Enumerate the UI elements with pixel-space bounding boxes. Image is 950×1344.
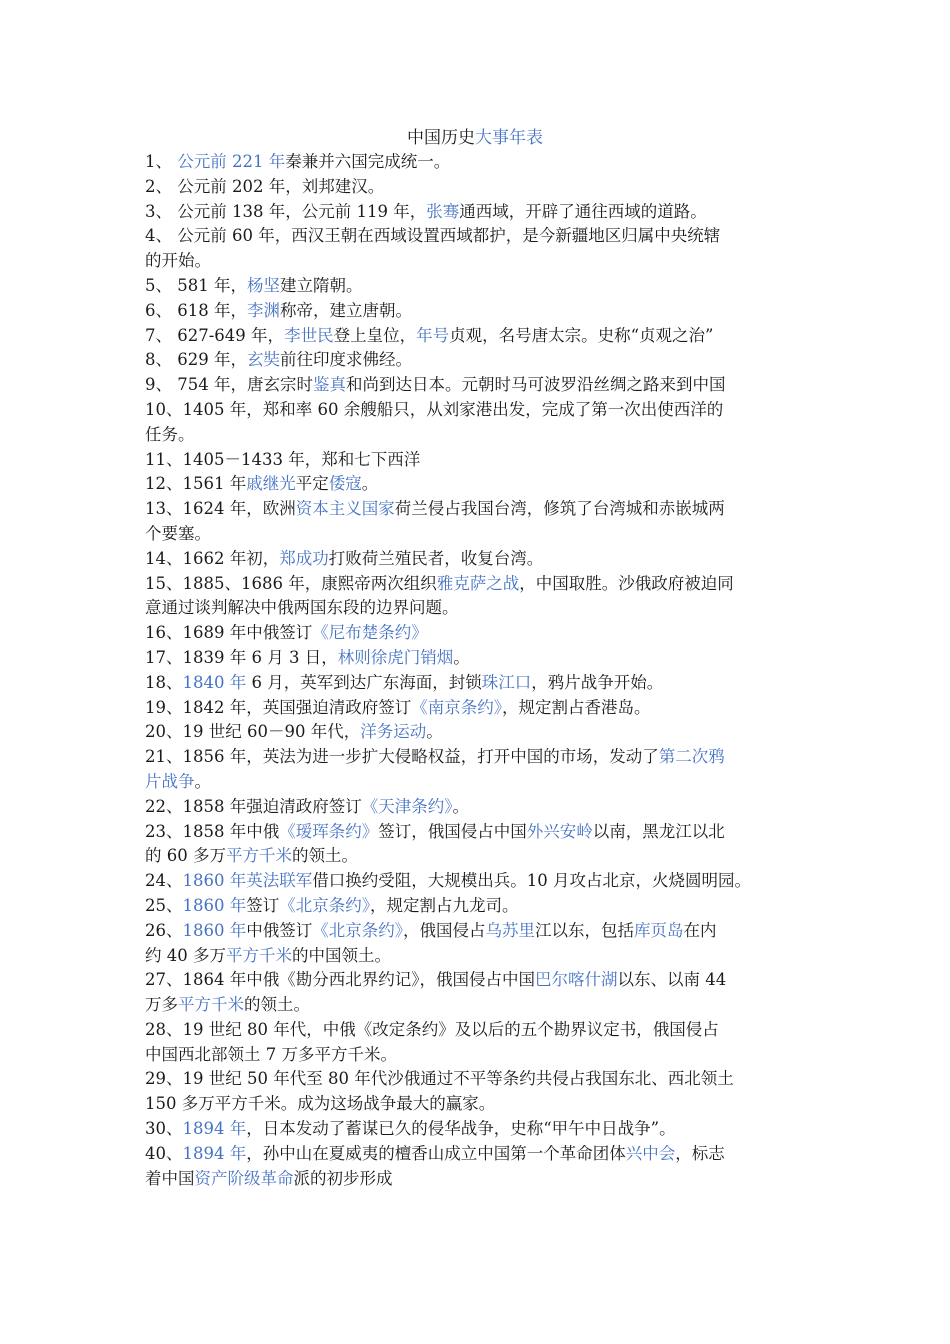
entry-line xyxy=(145,894,825,919)
timeline-entry xyxy=(145,373,825,398)
entry-line xyxy=(145,175,825,200)
entry-line xyxy=(145,1043,825,1068)
entry-line xyxy=(145,1167,825,1192)
timeline-entry xyxy=(145,795,825,820)
link-text[interactable]: 1840 年 xyxy=(182,672,247,692)
entry-line xyxy=(145,547,825,572)
text-run: 个要塞。 xyxy=(145,523,211,543)
text-run: 意通过谈判解决中俄两国东段的边界问题。 xyxy=(145,598,459,618)
entry-line xyxy=(145,274,825,299)
text-run: 。 xyxy=(426,722,443,742)
text-run: 24、 xyxy=(145,871,183,891)
link-text[interactable]: 杨坚 xyxy=(246,275,280,295)
text-run: 3、 公元前 138 年，公元前 119 年， xyxy=(145,201,427,221)
text-run: 11、1405－1433 年，郑和七下西洋 xyxy=(145,449,421,469)
text-run: 。 xyxy=(453,647,470,667)
text-run: 前往印度求佛经。 xyxy=(279,350,412,370)
text-run: 。 xyxy=(194,771,211,791)
entry-line xyxy=(145,423,825,448)
text-run: 的领土。 xyxy=(244,995,310,1015)
link-text[interactable]: 1860 年 xyxy=(182,920,247,940)
entry-line xyxy=(145,770,825,795)
text-run: 12、1561 年 xyxy=(145,474,247,494)
link-text[interactable]: 《北京条约》 xyxy=(312,920,403,940)
text-run: 荷兰侵占我国台湾，修筑了台湾城和赤嵌城两 xyxy=(394,499,725,519)
text-run: 。 xyxy=(361,474,379,494)
timeline-entry xyxy=(145,720,825,745)
timeline-entry xyxy=(145,1142,825,1192)
text-run: 贞观，名号唐太宗。史称“贞观之治” xyxy=(449,325,714,345)
link-text[interactable]: 大事年表 xyxy=(475,128,543,148)
timeline-entry xyxy=(145,696,825,721)
text-run: 19、1842 年，英国强迫清政府签订 xyxy=(145,697,412,717)
link-text[interactable]: 巴尔喀什湖 xyxy=(534,970,618,990)
entry-line xyxy=(145,1117,825,1142)
text-run: 7、 627-649 年， xyxy=(145,325,285,345)
text-run: 2、 公元前 202 年，刘邦建汉。 xyxy=(145,176,385,196)
text-run: 的开始。 xyxy=(145,251,211,271)
text-run: 江以东，包括 xyxy=(535,920,634,940)
link-text[interactable]: 库页岛 xyxy=(634,920,684,940)
text-run: 10、1405 年，郑和率 60 余艘船只，从刘家港出发，完成了第一次出使西洋的 xyxy=(145,399,724,419)
link-text[interactable]: 《尼布楚条约》 xyxy=(312,623,428,643)
link-text[interactable]: 《天津条约》 xyxy=(361,796,453,816)
entry-line xyxy=(145,1018,825,1043)
link-text[interactable]: 片战争 xyxy=(145,771,195,791)
entry-line xyxy=(145,795,825,820)
entry-line xyxy=(145,844,825,869)
entry-line xyxy=(145,249,825,274)
link-text[interactable]: 外兴安岭 xyxy=(526,821,593,841)
link-text[interactable]: 资产阶级革命 xyxy=(194,1168,294,1188)
text-run: 在内 xyxy=(683,920,717,940)
text-run: 27、1864 年中俄《勘分西北界约记》，俄国侵占中国 xyxy=(145,970,535,990)
text-run: 15、1885、1686 年，康熙帝两次组织 xyxy=(145,573,437,593)
text-run: 1、 xyxy=(145,152,178,171)
link-text[interactable]: 林则徐虎门销烟 xyxy=(337,647,454,667)
timeline-entry xyxy=(145,572,825,622)
timeline-entry xyxy=(145,448,825,473)
entry-line xyxy=(145,299,825,324)
timeline-entry xyxy=(145,398,825,448)
timeline-entry xyxy=(145,200,825,225)
text-run: ，孙中山在夏威夷的檀香山成立中国第一个革命团体 xyxy=(246,1143,626,1163)
text-run: 的中国领土。 xyxy=(292,945,391,965)
link-text[interactable]: 1860 年 xyxy=(182,895,247,915)
text-run: 签订，俄国侵占中国 xyxy=(378,821,527,841)
entry-line xyxy=(145,621,825,646)
text-run: ，中国取胜。沙俄政府被迫同 xyxy=(519,573,734,593)
link-text[interactable]: 年号 xyxy=(416,325,450,345)
timeline-entry xyxy=(145,348,825,373)
link-text[interactable]: 《北京条约》 xyxy=(279,895,370,915)
text-run: 任务。 xyxy=(145,424,195,444)
timeline-entry xyxy=(145,497,825,547)
text-run: 6、 618 年， xyxy=(145,300,247,320)
text-run: ，日本发动了蓄谋已久的侵华战争，史称“甲午中日战争”。 xyxy=(246,1119,676,1139)
timeline-entry xyxy=(145,671,825,696)
text-run: 17、1839 年 6 月 3 日， xyxy=(145,647,338,667)
entry-line xyxy=(145,919,825,944)
entry-line xyxy=(145,968,825,993)
entry-line xyxy=(145,472,825,497)
text-run: 通西域，开辟了通往西域的道路。 xyxy=(459,201,707,221)
entry-line xyxy=(145,398,825,423)
text-run: ，规定割占香港岛。 xyxy=(501,697,651,717)
text-run: 22、1858 年强迫清政府签订 xyxy=(145,796,362,816)
text-run: 23、1858 年中俄 xyxy=(145,821,280,841)
text-run: 28、19 世纪 80 年代，中俄《改定条约》及以后的五个勘界议定书，俄国侵占 xyxy=(145,1019,719,1039)
timeline-entry xyxy=(145,224,825,274)
text-run: ，规定割占九龙司。 xyxy=(370,895,519,915)
text-run: 29、19 世纪 50 年代至 80 年代沙俄通过不平等条约共侵占我国东北、西北领土 xyxy=(145,1069,734,1089)
text-run: 8、 629 年， xyxy=(145,350,247,370)
entry-line xyxy=(145,1092,825,1117)
entry-line xyxy=(145,373,825,398)
timeline-entry xyxy=(145,324,825,349)
link-text[interactable]: 资本主义国家 xyxy=(295,499,395,519)
entry-line xyxy=(145,324,825,349)
link-text[interactable]: 公元前 221 年 xyxy=(177,152,286,171)
text-run: ，标志 xyxy=(675,1143,725,1163)
timeline-entry xyxy=(145,745,825,795)
link-text[interactable]: 李渊 xyxy=(246,300,280,320)
link-text[interactable]: 玄奘 xyxy=(246,350,280,370)
link-text[interactable]: 郑成功 xyxy=(279,548,329,568)
entry-line xyxy=(145,671,825,696)
timeline-entry xyxy=(145,299,825,324)
text-run: 平定 xyxy=(295,474,329,494)
text-run: 打败荷兰殖民者，收复台湾。 xyxy=(328,548,544,568)
text-run: 签订 xyxy=(246,895,280,915)
timeline-entry xyxy=(145,1117,825,1142)
timeline-entry xyxy=(145,175,825,200)
entry-line xyxy=(145,720,825,745)
timeline-entry xyxy=(145,1067,825,1117)
timeline-entry xyxy=(145,472,825,497)
entry-line xyxy=(145,993,825,1018)
timeline-entry xyxy=(145,646,825,671)
timeline-entry xyxy=(145,968,825,1018)
entry-line xyxy=(145,1067,825,1092)
text-run: 称帝，建立唐朝。 xyxy=(279,300,412,320)
timeline-entry xyxy=(145,1018,825,1068)
link-text[interactable]: 洋务运动 xyxy=(360,722,427,742)
link-text[interactable]: 李世民 xyxy=(284,325,334,345)
entry-line xyxy=(145,348,825,373)
entry-line xyxy=(145,522,825,547)
text-run: 26、 xyxy=(145,920,183,940)
text-run: ，鸦片战争开始。 xyxy=(531,672,664,692)
link-text[interactable]: 戚继光 xyxy=(246,474,296,494)
text-run: 5、 581 年， xyxy=(145,275,247,295)
link-text[interactable]: 雅克萨之战 xyxy=(436,573,520,593)
timeline-entry xyxy=(145,894,825,919)
timeline-entry xyxy=(145,547,825,572)
link-text[interactable]: 1894 年 xyxy=(182,1119,247,1139)
text-run: 6 月，英军到达广东海面，封锁 xyxy=(246,672,482,692)
text-run: 。 xyxy=(452,796,469,816)
entry-line xyxy=(145,448,825,473)
entry-line xyxy=(145,224,825,249)
link-text[interactable]: 张骞 xyxy=(426,201,460,221)
text-run: 14、1662 年初， xyxy=(145,548,280,568)
text-run: 30、 xyxy=(145,1119,183,1139)
text-run: 派的初步形成 xyxy=(293,1168,393,1188)
document-title xyxy=(0,126,950,150)
text-run: 150 多万平方千米。成为这场战争最大的赢家。 xyxy=(145,1094,496,1114)
timeline-entry xyxy=(145,919,825,969)
text-run: 18、 xyxy=(145,672,183,692)
text-run: 中国历史 xyxy=(407,128,475,148)
text-run: 中国西北部领土 7 万多平方千米。 xyxy=(145,1044,397,1064)
link-text[interactable]: 鉴真 xyxy=(312,375,346,395)
link-text[interactable]: 《南京条约》 xyxy=(411,697,502,717)
text-run: 21、1856 年，英法为进一步扩大侵略权益，打开中国的市场，发动了 xyxy=(145,747,659,767)
link-text[interactable]: 乌苏里 xyxy=(485,920,535,940)
text-run: 的 60 多万 xyxy=(145,846,226,866)
entry-line xyxy=(145,572,825,597)
text-run: 20、19 世纪 60－90 年代， xyxy=(145,722,361,742)
entry-line xyxy=(145,869,825,894)
link-text[interactable]: 1860 年英法联军 xyxy=(182,871,313,891)
link-text[interactable]: 珠江口 xyxy=(481,672,532,692)
link-text[interactable]: 第二次鸦 xyxy=(658,747,725,767)
text-run: 和尚到达日本。元朝时马可波罗沿丝绸之路来到中国 xyxy=(345,375,726,395)
entry-line xyxy=(145,200,825,225)
entry-line xyxy=(145,1142,825,1167)
link-text[interactable]: 倭寇 xyxy=(328,474,362,494)
entry-line xyxy=(145,150,825,175)
link-text[interactable]: 《瑷珲条约》 xyxy=(279,821,379,841)
timeline-entry xyxy=(145,150,825,175)
entry-line xyxy=(145,696,825,721)
link-text[interactable]: 平方千米 xyxy=(226,945,292,965)
text-run: 建立隋朝。 xyxy=(279,275,363,295)
text-run: 秦兼并六国完成统一。 xyxy=(285,152,451,171)
text-run: 25、 xyxy=(145,895,183,915)
text-run: 约 40 多万 xyxy=(145,945,226,965)
link-text[interactable]: 兴中会 xyxy=(625,1143,676,1163)
text-run: 万多 xyxy=(145,995,178,1015)
text-run: 登上皇位， xyxy=(333,325,417,345)
entry-line xyxy=(145,646,825,671)
text-run: 40、 xyxy=(145,1143,183,1163)
text-run: 着中国 xyxy=(145,1168,195,1188)
text-run: ，俄国侵占 xyxy=(403,920,486,940)
timeline-entry xyxy=(145,820,825,870)
link-text[interactable]: 1894 年 xyxy=(182,1143,247,1163)
entry-line xyxy=(145,944,825,969)
text-run: 以南，黑龙江以北 xyxy=(592,821,725,841)
text-run: 中俄签订 xyxy=(246,920,313,940)
text-run: 13、1624 年，欧洲 xyxy=(145,499,296,519)
timeline-entry xyxy=(145,869,825,894)
text-run: 4、 公元前 60 年，西汉王朝在西域设置西域都护，是今新疆地区归属中央统辖 xyxy=(145,226,721,246)
link-text[interactable]: 平方千米 xyxy=(178,995,244,1015)
text-run: 16、1689 年中俄签订 xyxy=(145,623,313,643)
entry-line xyxy=(145,497,825,522)
timeline-entry xyxy=(145,274,825,299)
entry-line xyxy=(145,820,825,845)
document-body xyxy=(145,150,825,1191)
entry-line xyxy=(145,745,825,770)
text-run: 以东、以南 44 xyxy=(617,970,727,990)
link-text[interactable]: 平方千米 xyxy=(226,846,292,866)
text-run: 9、 754 年，唐玄宗时 xyxy=(145,375,313,395)
text-run: 借口换约受阻，大规模出兵。10 月攻占北京，火烧圆明园。 xyxy=(312,871,751,891)
timeline-entry xyxy=(145,621,825,646)
text-run: 的领土。 xyxy=(292,846,358,866)
entry-line xyxy=(145,596,825,621)
